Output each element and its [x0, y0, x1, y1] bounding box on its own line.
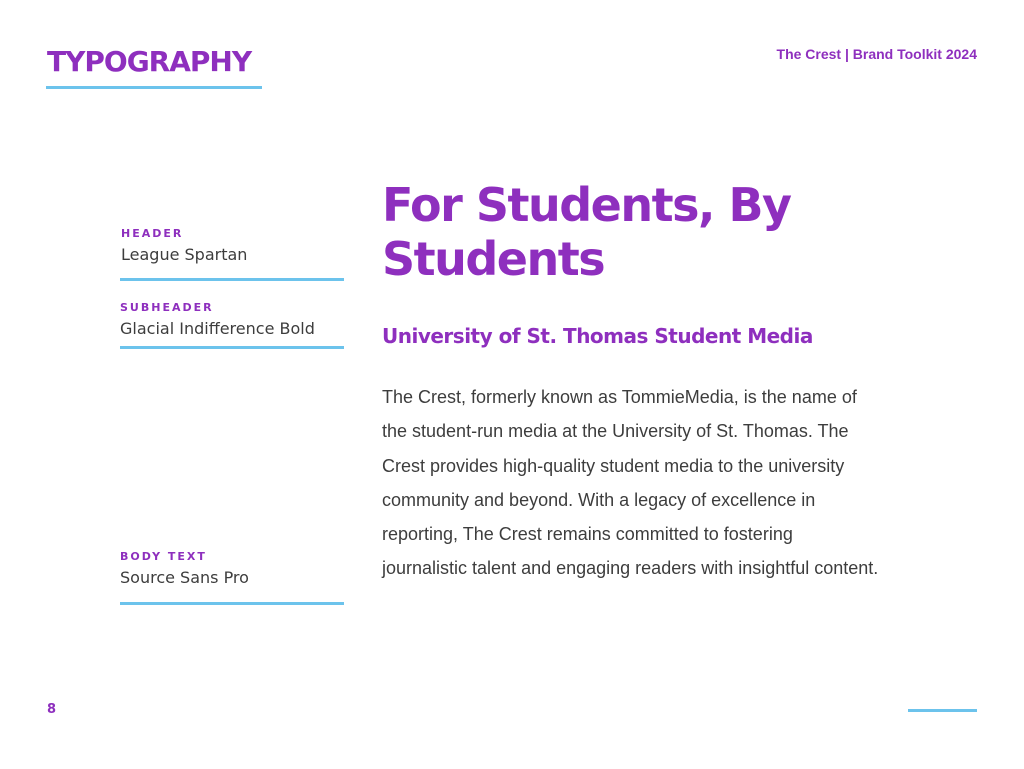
spec-label-header: HEADER — [121, 227, 184, 240]
spec-label-body-text: BODY TEXT — [120, 550, 207, 563]
sample-subheader: University of St. Thomas Student Media — [382, 324, 813, 348]
page-title: TYPOGRAPHY — [47, 45, 252, 78]
page-number: 8 — [47, 702, 57, 717]
document-brand-label: The Crest | Brand Toolkit 2024 — [776, 46, 977, 62]
sample-headline: For Students, By Students — [382, 178, 791, 286]
spec-font-subheader: Glacial Indifference Bold — [120, 319, 315, 338]
spec-font-body-text: Source Sans Pro — [120, 568, 249, 587]
spec-divider-header — [120, 278, 344, 281]
title-underline — [46, 86, 262, 89]
spec-divider-body-text — [120, 602, 344, 605]
spec-font-header: League Spartan — [121, 245, 248, 264]
spec-label-subheader: SUBHEADER — [120, 301, 214, 314]
sample-body-text: The Crest, formerly known as TommieMedia, is the name of the student-run media at the University of St. Thomas. The Crest provides high-quality student media to the university community and beyond. With a legacy of excellence in reporting, The Crest remains committed to fostering journalistic talent and engaging readers with insightful content. — [382, 387, 879, 579]
spec-divider-subheader — [120, 346, 344, 349]
footer-divider — [908, 709, 977, 712]
